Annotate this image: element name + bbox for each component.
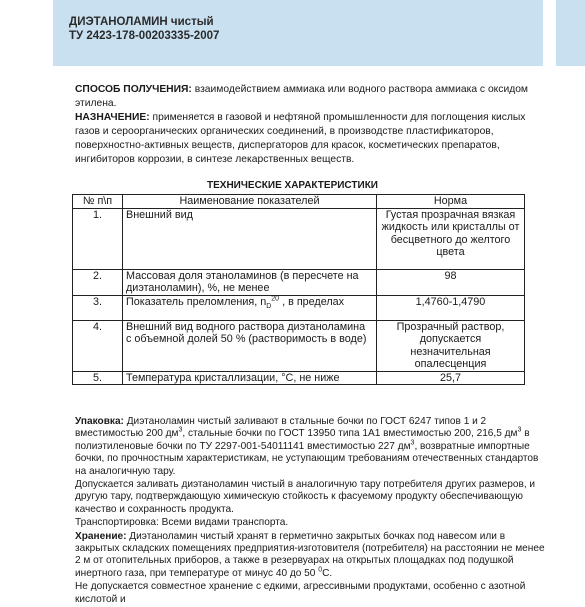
row-name: Внешний вид водного раствора диэтаноламина с объемной долей 50 % (растворимость в воде): [123, 320, 377, 371]
row-norm: 1,4760-1,4790: [377, 295, 525, 320]
table-row: [73, 208, 525, 269]
specs-table: [72, 194, 525, 385]
table-row: [73, 320, 525, 371]
product-name: ДИЭТАНОЛАМИН чистый: [69, 16, 214, 28]
storage-label: Хранение:: [75, 530, 127, 542]
storage-cut-line: Не допускается совместное хранение с едкими, агрессивными продуктами, особенно с азотной кислотой и: [75, 581, 526, 605]
purpose-label: НАЗНАЧЕНИЕ:: [75, 112, 150, 123]
column-header-name: Наименование показателей: [123, 195, 377, 209]
row-number: 5.: [73, 371, 123, 385]
row-name: Массовая доля этаноламинов (в пересчете на диэтаноламин), %, не менее: [123, 269, 377, 295]
row-number: 3.: [73, 295, 123, 320]
method-text: взаимодействием аммиака или водного раствора аммиака с оксидом этилена.: [75, 84, 529, 109]
row-number: 2.: [73, 269, 123, 295]
header-margin-left: [0, 0, 53, 66]
packaging-paragraph: Упаковка: Диэтаноламин чистый заливают в стальные бочки по ГОСТ 6247 типов 1 и 2 вместимостью 200 $дм^3$, стальные бочки по ГОСТ 13950 типа 1А1 вместимостью 200, 216,5 $дм^3$ в полиэтиленовые бочки по ТУ 2297-001-54011141 вместимостью 227 $дм^3$, возвратные импортные бочки, по прочностным характеристикам, не уступающим требованиям отечественных стандартов на аналогичную тару.: [75, 416, 539, 477]
table-title: ТЕХНИЧЕСКИЕ ХАРАКТЕРИСТИКИ: [207, 180, 378, 191]
table-row: [73, 269, 525, 295]
row-norm: Прозрачный раствор, допускается незначительная опалесценция: [377, 320, 525, 371]
table-header-row: [73, 195, 525, 209]
table-row: [73, 295, 525, 320]
row-name: Температура кристаллизации, °С, не ниже: [123, 371, 377, 385]
purpose-text: применяется в газовой и нефтяной промышленности для поглощения кислых газов и сероорганических органических соединений, в производстве пластификаторов, поверхностно-активных веществ, диспергаторов для красок, косметических препаратов, ингибиторов коррозии, в синтезе лекарственных веществ.: [75, 112, 526, 165]
row-name: Внешний вид: [123, 208, 377, 269]
packaging-label: Упаковка:: [75, 416, 124, 427]
spec-code: ТУ 2423-178-00203335-2007: [69, 30, 220, 42]
row-name: Показатель преломления, $n_D^{20}$ , в пределах: [123, 295, 377, 320]
row-norm: Густая прозрачная вязкая жидкость или кристаллы от бесцветного до желтого цвета: [377, 208, 525, 269]
packaging-extra: Допускается заливать диэтаноламин чистый в аналогичную тару потребителя других размеров, и другую тару, подтверждающую химическую стойкость к фасуемому продукту обеспечивающую качество и сохранность продукта.: [75, 479, 536, 515]
storage-paragraph: Хранение: Диэтаноламин чистый хранят в герметично закрытых бочках под навесом или в закрытых складских помещениях предприятия-изготовителя (потребителя) на расстоянии не менее 2 м от отопительных приборов, а также в резервуарах на открытых площадках под подушкой инертного газа, при температуре от минус 40 до 50 $^0$С.: [75, 530, 545, 579]
row-number: 4.: [73, 320, 123, 371]
table-row: [73, 371, 525, 385]
bottom-section: [75, 416, 547, 607]
row-number: 1.: [73, 208, 123, 269]
method-label: СПОСОБ ПОЛУЧЕНИЯ:: [75, 84, 192, 95]
column-header-number: № п\п: [73, 195, 123, 209]
transport-paragraph: Транспортировка: Всеми видами транспорта.: [75, 517, 289, 529]
document-title: [69, 15, 219, 43]
header-margin-right: [543, 0, 556, 66]
row-norm: 25,7: [377, 371, 525, 385]
column-header-norm: Норма: [377, 195, 525, 209]
intro-section: [75, 83, 545, 167]
row-norm: 98: [377, 269, 525, 295]
